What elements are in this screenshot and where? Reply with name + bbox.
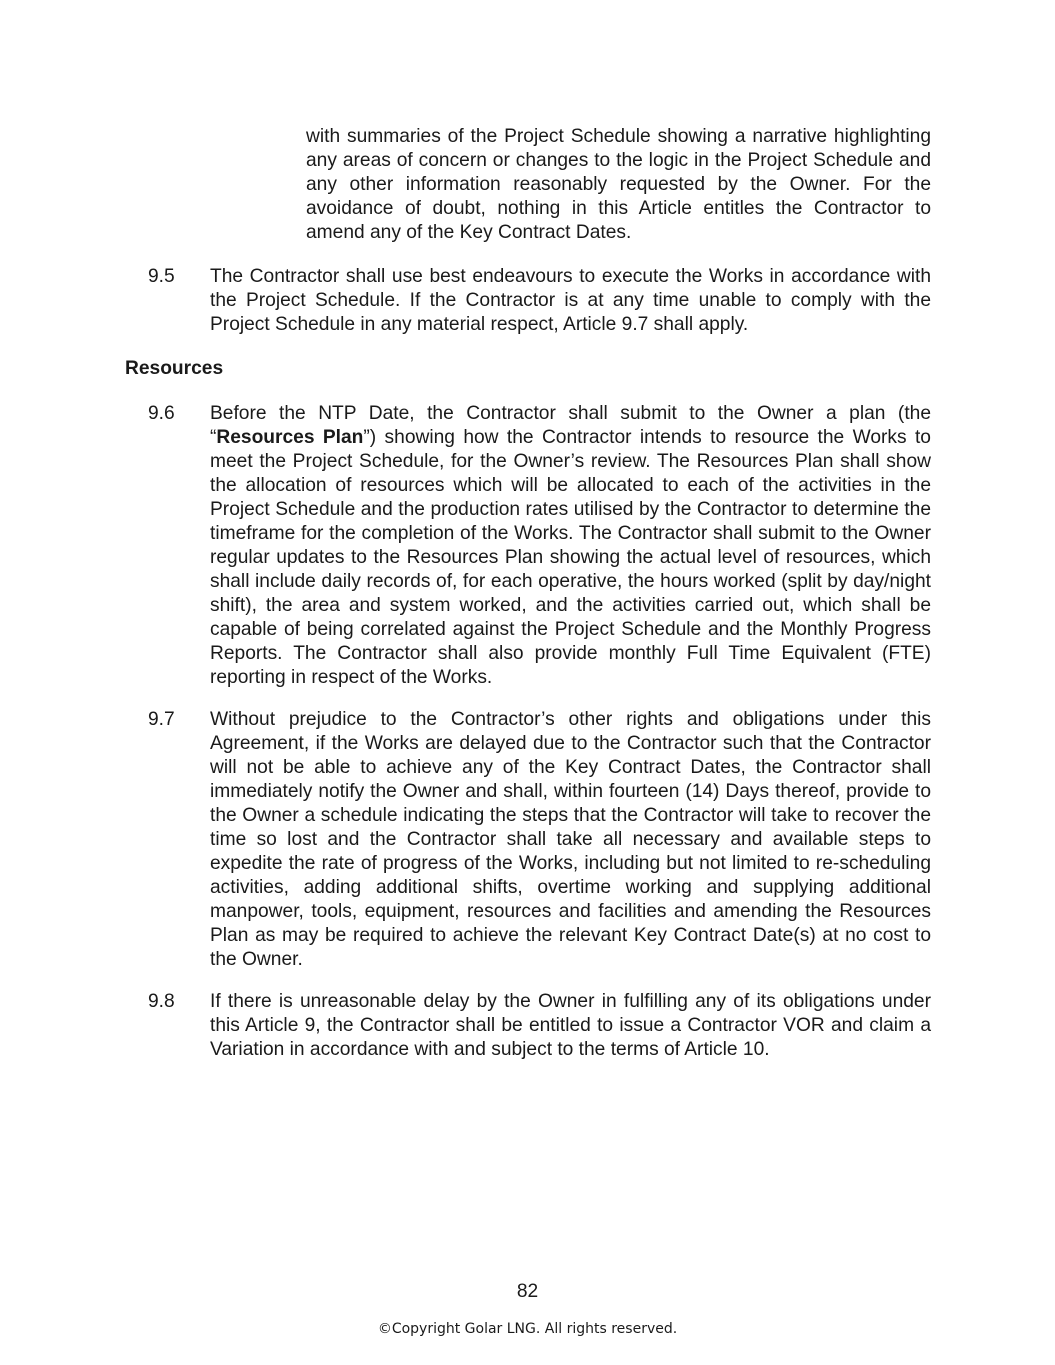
clause-text-before: Before the NTP Date, the Contractor shall submit to the Owner a plan (the “	[210, 403, 931, 448]
clause-9-7	[148, 708, 931, 972]
clause-number: 9.5	[148, 266, 175, 287]
section-heading-resources: Resources	[125, 358, 224, 379]
clause-9-5	[148, 265, 931, 337]
clause-text: If there is unreasonable delay by the Owner in fulfilling any of its obligations under this Article 9, the Contractor shall be entitled to issue a Contractor VOR and claim a Variation in accordance with and subject to the terms of Article 10.	[210, 991, 931, 1060]
page-number: 82	[516, 1281, 539, 1302]
clause-text-after: ”) showing how the Contractor intends to resource the Works to meet the Project Schedule, for the Owner’s review. The Resources Plan shall show the allocation of resources which will be allocated to each of the activities in the Project Schedule and the production rates utilised by the Contractor to determine the timeframe for the completion of the Works. The Contractor shall submit to the Owner regular updates to the Resources Plan showing the actual level of resources, which shall include daily records of, for each operative, the hours worked (split by day/night shift), the area and system worked, and the activities carried out, which shall be capable of being correlated against the Project Schedule and the Monthly Progress Reports. The Contractor shall also provide monthly Full Time Equivalent (FTE) reporting in respect of the Works.	[210, 427, 931, 688]
clause-text	[210, 402, 931, 690]
clause-9-8	[148, 990, 931, 1062]
clause-number: 9.6	[148, 403, 175, 424]
defined-term: Resources Plan	[216, 427, 364, 448]
clause-text: The Contractor shall use best endeavours to execute the Works in accordance with the Project Schedule. If the Contractor is at any time unable to comply with the Project Schedule in any material respect, Article 9.7 shall apply.	[210, 266, 931, 335]
clause-9-6	[148, 402, 931, 690]
clause-number: 9.8	[148, 991, 175, 1012]
copyright-notice: ©Copyright Golar LNG. All rights reserved.	[377, 1321, 678, 1337]
clause-text: Without prejudice to the Contractor’s other rights and obligations under this Agreement, if the Works are delayed due to the Contractor such that the Contractor will not be able to achieve any of the Key Contract Dates, the Contractor shall immediately notify the Owner and shall, within fourteen (14) Days thereof, provide to the Owner a schedule indicating the steps that the Contractor will take to recover the time so lost and the Contractor shall take all necessary and available steps to expedite the rate of progress of the Works, including but not limited to re-scheduling activities, adding additional shifts, overtime working and supplying additional manpower, tools, equipment, resources and facilities and amending the Resources Plan as may be required to achieve the relevant Key Contract Date(s) at no cost to the Owner.	[210, 709, 931, 970]
continuation-text: with summaries of the Project Schedule showing a narrative highlighting any areas of concern or changes to the logic in the Project Schedule and any other information reasonably requested by the Owner. For the avoidance of doubt, nothing in this Article entitles the Contractor to amend any of the Key Contract Dates.	[306, 126, 931, 243]
continuation-paragraph	[306, 125, 931, 245]
clause-number: 9.7	[148, 709, 175, 730]
